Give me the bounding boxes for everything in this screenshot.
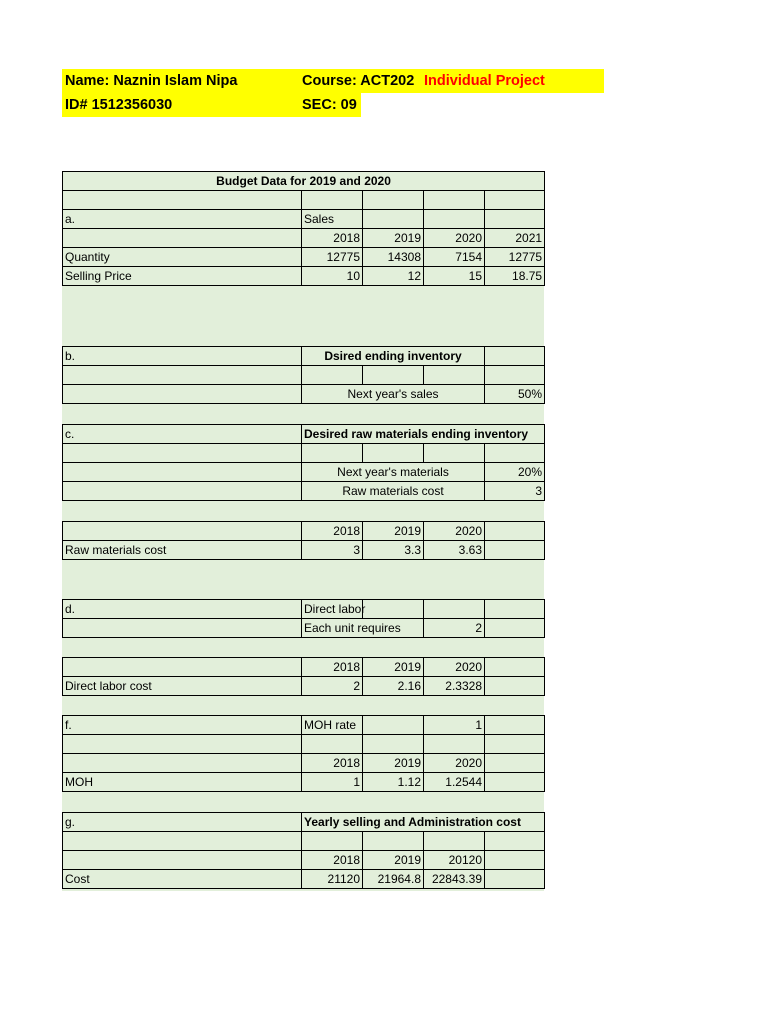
rm-year: 2018 [302,522,363,541]
dl-cost-cell: 2.3328 [424,677,485,696]
rm-cost-label: Raw materials cost [63,541,302,560]
direct-labor-table [62,599,545,638]
sales-year: 2020 [424,229,485,248]
section-g-label: g. [63,813,302,832]
moh-cell: 1.12 [363,773,424,792]
price-cell: 15 [424,267,485,286]
moh-cell: 1.2544 [424,773,485,792]
rm-year: 2019 [363,522,424,541]
project-type: Individual Project [424,73,545,89]
moh-table [62,715,545,792]
raw-materials-cost-value: 3 [485,482,545,501]
section-c-label: c. [63,425,302,444]
section-number: SEC: 09 [302,97,357,113]
sa-year: 2019 [363,851,424,870]
sa-cost-cell: 21964.8 [363,870,424,889]
moh-year: 2020 [424,754,485,773]
quantity-cell: 7154 [424,248,485,267]
dl-year: 2019 [363,658,424,677]
cost-label: Cost [63,870,302,889]
price-cell: 12 [363,267,424,286]
next-year-materials-label: Next year's materials [302,463,485,482]
sales-year: 2019 [363,229,424,248]
quantity-cell: 12775 [302,248,363,267]
sales-table [62,171,545,286]
raw-materials-cost-label: Raw materials cost [302,482,485,501]
next-year-sales-label: Next year's sales [302,385,485,404]
ending-inventory-heading: Dsired ending inventory [302,347,485,366]
selling-admin-table [62,812,545,889]
moh-rate-value: 1 [424,716,485,735]
rm-cost-cell: 3.63 [424,541,485,560]
moh-year: 2018 [302,754,363,773]
each-unit-label: Each unit requires [302,619,424,638]
moh-rate-heading: MOH rate [302,716,363,735]
direct-labor-cost-table [62,657,545,696]
header-row-2 [62,93,361,117]
moh-label: MOH [63,773,302,792]
sales-year: 2021 [485,229,545,248]
selling-admin-heading: Yearly selling and Administration cost [302,813,545,832]
dl-cost-cell: 2.16 [363,677,424,696]
section-b-label: b. [63,347,302,366]
price-cell: 10 [302,267,363,286]
header-row-1 [62,69,604,93]
raw-materials-heading: Desired raw materials ending inventory [302,425,545,444]
quantity-label: Quantity [63,248,302,267]
price-cell: 18.75 [485,267,545,286]
sales-heading: Sales [302,210,363,229]
quantity-cell: 14308 [363,248,424,267]
section-d-label: d. [63,600,302,619]
rm-year: 2020 [424,522,485,541]
quantity-cell: 12775 [485,248,545,267]
moh-year: 2019 [363,754,424,773]
section-a-label: a. [63,210,302,229]
rm-cost-cell: 3 [302,541,363,560]
sa-year: 20120 [424,851,485,870]
sa-cost-cell: 21120 [302,870,363,889]
course-code: Course: ACT202 [302,73,415,89]
ending-inventory-table [62,346,545,404]
raw-materials-inventory-table [62,424,545,501]
selling-price-label: Selling Price [63,267,302,286]
next-year-materials-value: 20% [485,463,545,482]
rm-cost-cell: 3.3 [363,541,424,560]
raw-materials-cost-table [62,521,545,560]
sa-cost-cell: 22843.39 [424,870,485,889]
dl-cost-cell: 2 [302,677,363,696]
budget-title: Budget Data for 2019 and 2020 [63,172,545,191]
dl-cost-label: Direct labor cost [63,677,302,696]
direct-labor-heading: Direct labor [302,600,363,619]
dl-year: 2018 [302,658,363,677]
each-unit-value: 2 [424,619,485,638]
next-year-sales-value: 50% [485,385,545,404]
moh-cell: 1 [302,773,363,792]
dl-year: 2020 [424,658,485,677]
student-id: ID# 1512356030 [65,97,173,113]
sales-year: 2018 [302,229,363,248]
section-f-label: f. [63,716,302,735]
student-name: Name: Naznin Islam Nipa [65,73,238,89]
sa-year: 2018 [302,851,363,870]
